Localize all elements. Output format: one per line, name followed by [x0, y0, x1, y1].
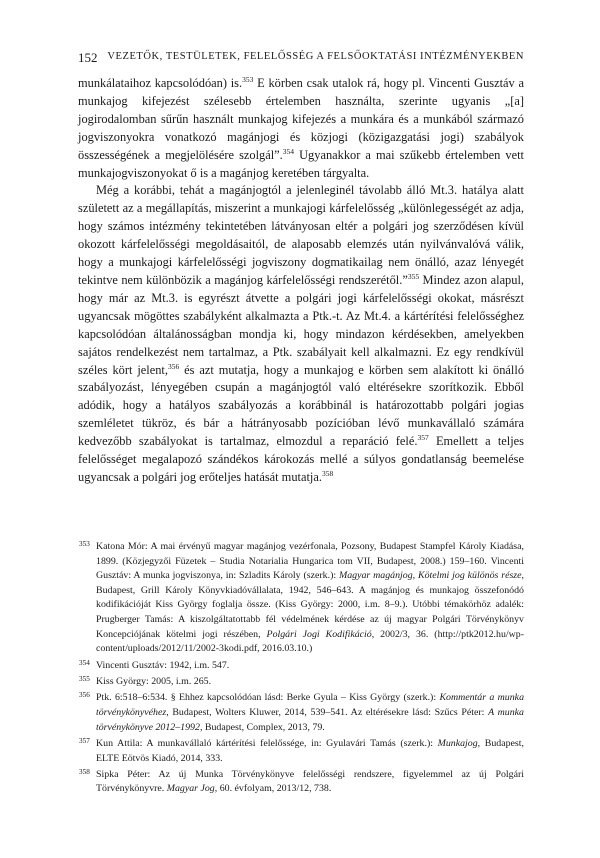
- footnote-url-text: , 2002/3, 36. (http://ptk2012.hu/wp-content/uploads/2012/11/2002-3kodi.pdf, 2016.03.10.): [96, 628, 524, 655]
- footnote-ref[interactable]: 354: [282, 146, 295, 156]
- paragraph-2: Még a korábbi, tehát a magánjogtól a jelenleginél távolabb álló Mt.3. hatálya alatt született az a megállapítás, miszerint a munkajogi kárfelelősség „különlegességét az adja, hogy számos intézmény tekintetében látványosan eltér a polgári jog szerződésen kívül okozott kárfelelősségi megoldásaitól, de alaposabb elemzés után nyilvánvalóvá válik, hogy a munkajogi kárfelelősségi jogviszony dogmatikailag nem önálló, azaz lényegét tekintve nem különbözik a magánjog kárfelelősségi rendszerétől.”$^{355}$ Mindez azon alapul, hogy már az Mt.3. is egyrészt átvette a polgári jogi kárfelelősségi okokat, másrészt ugyancsak mögöttes szabályként alkalmazta a Ptk.-t. Az Mt.4. a kártérítési felelősséghez kapcsolódóan általánosságban mondja ki, hogy mindazon kérdésekben, amelyekben sajátos rendelkezést nem tartalmaz, a Ptk. szabályait kell alkalmazni. Ez egy rendkívül széles kört jelent,$^{356}$ és azt mutatja, hogy a munkajog e körben sem alakított ki önálló szabályozást, lényegében csupán a magánjogtól való eltérésekre szorítkozik. Ebből adódik, hogy a hatályos szabályozás a korábbinál is határozottabb polgári jogias szemléletet tükröz, és bár a hátrányosabb pozícióban lévő munkavállaló számára kedvezőbb szabályokat is tartalmaz, elmozdul a reparáció felé.$^{357}$ Emellett a teljes felelősséget megalapozó szándékos károkozás mellé a súlyos gondatlanság beemelése ugyancsak a polgári jog erőteljes hatását mutatja.$^{358}$: [78, 183, 525, 484]
- footnote-ref[interactable]: 358: [321, 468, 334, 478]
- page-number: 152: [78, 50, 98, 65]
- footnote: 358 Sipka Péter: Az új Munka Törvénykönyve felelősségi rendszere, figyelemmel az új Polgári Törvénykönyvre. Magyar Jog, 60. évfolyam, 2013/12, 738.: [96, 768, 524, 797]
- footnotes: [79, 540, 525, 799]
- footnote-number: 358: [79, 767, 90, 776]
- footnote-ref[interactable]: 357: [417, 433, 429, 443]
- footnote: 356 Ptk. 6:518–6:534. § Ehhez kapcsolódóan lásd: Berke Gyula – Kiss György (szerk.): Kommentár a munka törvénykönyvéhez, Budapest, Wolters Kluwer, 2014, 539–541. Az eltérésekre lásd: Szűcs Péter: A munka törvénykönyve 2012–1992, Budapest, Complex, 2013, 79.: [96, 691, 524, 735]
- footnote-number: 353: [79, 540, 90, 548]
- footnote: 355 Kiss György: 2005, i.m. 265.: [96, 675, 524, 690]
- running-head: VEZETŐK, TESTÜLETEK, FELELŐSSÉG A FELSŐOKTATÁSI INTÉZMÉNYEKBEN: [107, 51, 524, 62]
- main-text: [78, 75, 524, 487]
- footnote: 353 Katona Mór: A mai érvényű magyar magánjog vezérfonala, Pozsony, Budapest Stampfel Károly Kiadása, 1899. (Közjegyzői Füzetek – Studia Notarialia Hungarica tom VII, Budapest, 2008.) 159–160. Vincenti Gusztáv: A munka jogviszonya, in: Szladits Károly (szerk.): Magyar magánjog, Kötelmi jog különös része, Budapest, Grill Károly Könyvkiadóvállalata, 1942, 546–643. A magánjog és munkajog összefonódó kodifikációját Kiss György foglalja össze. (Kiss György: 2000, i.m. 8–9.). Utóbbi témakörhöz adalék: Prugberger Tamás: A kiszolgáltatottabb fél védelmének kérdése az új magyar Polgári Törvénykönyv Koncepciójának kötelmi jogi részében, Polgári Jogi Kodifikáció, 2002/3, 36. (http://ptk2012.hu/wp-content/uploads/2012/11/2002-3kodi.pdf, 2016.03.10.): [96, 540, 524, 657]
- paragraph-1: munkálataihoz kapcsolódóan) is.$^{353}$ E körben csak utalok rá, hogy pl. Vincenti Gusztáv a munkajog kifejezést szélesebb értelemben használta, szerinte ugyanis „[a] jogirodalomban sűrűn használt munkajog kifejezés a munkára és a munkából származó jogviszonyokra vonatkozó magánjogi és közjogi (közigazgatási jogi) szabályok összességének a megjelölésére szolgál”.$^{354}$ Ugyanakkor a mai szűkebb értelemben vett munkajogviszonyokat ő is a magánjog keretében tárgyalta.: [78, 75, 524, 180]
- footnote-number: 356: [79, 691, 90, 700]
- footnote-number: 354: [79, 658, 90, 667]
- footnote: 357 Kun Attila: A munkavállaló kártérítési felelőssége, in: Gyulavári Tamás (szerk.): Munkajog, Budapest, ELTE Eötvös Kiadó, 2014, 333.: [96, 737, 524, 766]
- footnote-ref[interactable]: 356: [167, 361, 180, 371]
- footnote-number: 355: [79, 674, 90, 683]
- footnote-ref[interactable]: 353: [242, 75, 254, 84]
- footnote-number: 357: [79, 736, 90, 745]
- footnote-ref[interactable]: 355: [407, 271, 420, 281]
- page-header: [78, 50, 524, 70]
- footnote: 354 Vincenti Gusztáv: 1942, i.m. 547.: [96, 659, 524, 674]
